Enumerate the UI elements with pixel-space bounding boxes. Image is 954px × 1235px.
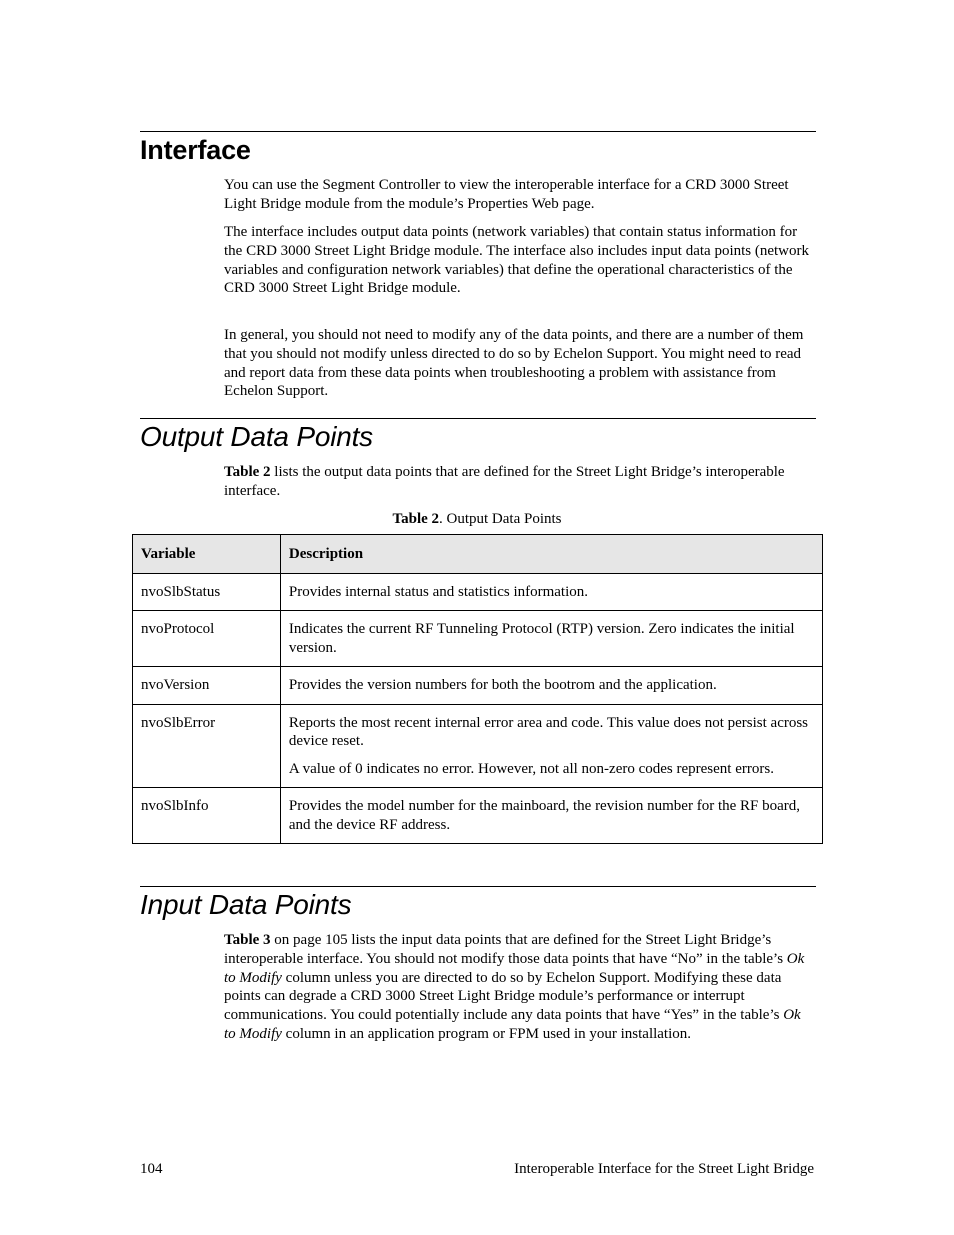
description-cell: [280, 704, 822, 788]
description-text: Reports the most recent internal error area and code. This value does not persist across device reset.: [288, 714, 809, 749]
table-header-row: [133, 535, 823, 574]
description-cell: [280, 788, 822, 844]
footer-chapter-title: Interoperable Interface for the Street Light Bridge: [514, 1161, 814, 1177]
table-row: [133, 704, 823, 788]
variable-cell: nvoVersion: [133, 667, 281, 705]
input-text-part-2: column unless you are directed to do so by Echelon Support. Modifying these data points can degrade a CRD 3000 Street Light Bridge module’s performance or interrupt communications. You could potentially include any data points that have “Yes” in the table’s: [224, 969, 784, 1024]
table-2-caption-label: Table 2: [392, 511, 440, 527]
section-rule-interface: [140, 131, 816, 132]
table-row: [133, 667, 823, 705]
description-text: Provides internal status and statistics information.: [288, 583, 589, 600]
section-rule-output: [140, 418, 816, 419]
variable-cell: nvoProtocol: [133, 611, 281, 667]
footer-page-number: 104: [140, 1161, 163, 1177]
description-cell: [280, 573, 822, 611]
header-variable: Variable: [133, 535, 281, 574]
description-cell: [280, 667, 822, 705]
description-text: Provides the model number for the mainboard, the revision number for the RF board, and the device RF address.: [288, 798, 801, 833]
description-text: A value of 0 indicates no error. However, not all non-zero codes represent errors.: [288, 760, 774, 777]
interface-paragraph-1: You can use the Segment Controller to view the interoperable interface for a CRD 3000 Street Light Bridge module from the module’s Properties Web page.: [224, 177, 789, 212]
table-2-reference: Table 2: [224, 464, 271, 480]
interface-paragraph-2: The interface includes output data points (network variables) that contain status information for the CRD 3000 Street Light Bridge module. The interface also includes input data points (network variables and configuration network variables) that define the operational characteristics of the CRD 3000 Street Light Bridge module.: [224, 224, 810, 297]
table-2-caption-text: . Output Data Points: [439, 511, 562, 527]
table-3-reference: Table 3: [224, 932, 271, 948]
ok-to-modify-term: Ok to Modify: [224, 950, 805, 986]
interface-paragraph-3: In general, you should not need to modify any of the data points, and there are a number of them that you should not modify unless directed to do so by Echelon Support. You might need to read and report data from these data points when troubleshooting a problem with assistance from Echelon Support.: [224, 327, 804, 400]
variable-cell: nvoSlbStatus: [133, 573, 281, 611]
table-row: [133, 573, 823, 611]
variable-cell: nvoSlbInfo: [133, 788, 281, 844]
table-2-caption: [132, 510, 822, 528]
heading-output-data-points: Output Data Points: [140, 421, 373, 452]
input-intro-paragraph: [224, 931, 816, 1044]
heading-interface: Interface: [140, 135, 251, 165]
output-intro-paragraph: [224, 463, 816, 501]
input-text-part-3: column in an application program or FPM used in your installation.: [281, 1025, 692, 1042]
ok-to-modify-term: Ok to Modify: [224, 1007, 801, 1042]
table-row: [133, 611, 823, 667]
description-cell: [280, 611, 822, 667]
output-data-points-table: [132, 534, 823, 844]
output-intro-text: lists the output data points that are defined for the Street Light Bridge’s interoperable interface.: [224, 464, 785, 499]
description-text: Provides the version numbers for both the bootrom and the application.: [288, 677, 717, 693]
variable-cell: nvoSlbError: [133, 704, 281, 788]
heading-input-data-points: Input Data Points: [140, 889, 352, 920]
section-rule-input: [140, 886, 816, 887]
header-description: Description: [280, 535, 822, 574]
table-row: [133, 788, 823, 844]
input-text-part-1: on page 105 lists the input data points that are defined for the Street Light Bridge’s interoperable interface. You should not modify those data points that have “No” in the table’s: [224, 932, 787, 967]
description-text: Indicates the current RF Tunneling Protocol (RTP) version. Zero indicates the initial version.: [288, 621, 795, 656]
